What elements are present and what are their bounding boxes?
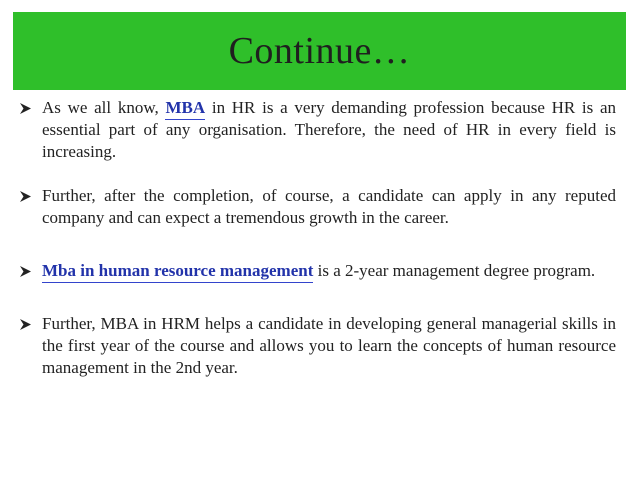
mba-link[interactable]: MBA bbox=[165, 98, 205, 120]
slide-title: Continue… bbox=[228, 30, 411, 72]
arrowhead-bullet-icon bbox=[19, 102, 32, 115]
bullet-list bbox=[16, 97, 616, 379]
arrowhead-bullet-icon bbox=[19, 190, 32, 203]
mba-hrm-link[interactable]: Mba in human resource management bbox=[42, 261, 313, 283]
arrowhead-bullet-icon bbox=[19, 318, 32, 331]
bullet-item bbox=[16, 313, 616, 379]
arrowhead-bullet-icon bbox=[19, 265, 32, 278]
bullet-item bbox=[16, 185, 616, 229]
bullet-text: As we all know, bbox=[42, 98, 166, 117]
bullet-item bbox=[16, 97, 616, 163]
bullet-item bbox=[16, 260, 616, 282]
bullet-text: Further, after the completion, of course, a candidate can apply in any reputed company and can expect a tremendous growth in the career. bbox=[42, 186, 616, 227]
bullet-text: is a 2-year management degree program. bbox=[313, 261, 596, 280]
bullet-text: Further, MBA in HRM helps a candidate in developing general managerial skills in the first year of the course and allows you to learn the concepts of human resource management in the 2nd year. bbox=[42, 314, 616, 377]
bullet-text: in HR is a very demanding profession because HR is an essential part of any organisation. Therefore, the need of HR in every field is increasing. bbox=[42, 98, 616, 161]
title-bar bbox=[13, 12, 626, 90]
